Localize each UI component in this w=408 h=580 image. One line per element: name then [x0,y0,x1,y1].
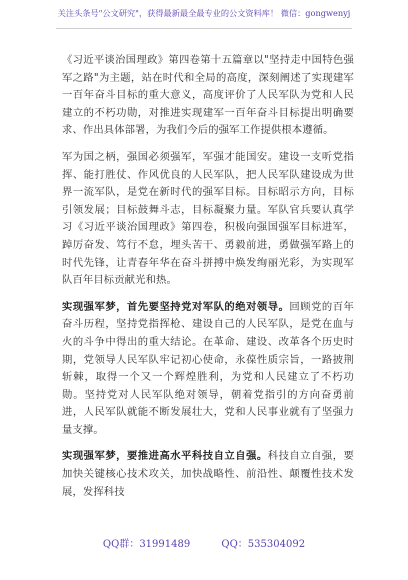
paragraph-lead: 实现强军梦，要推进高水平科技自立自强。 [62,450,268,463]
paragraph-4 [62,448,354,501]
footer-contact [0,538,408,552]
paragraph-text: 回顾党的百年奋斗历程，坚持党指挥枪、建设自己的人民军队，是党在血与火的斗争中得出的重大结论。在革命、建设、改革各个历史时期，党领导人民军队牢记初心使命，永葆性质宗旨，一路披荆斩棘，取得一个又一个辉煌胜利，为党和人民建立了不朽功勋。坚持党对人民军队绝对领导，朝着党指引的方向奋勇前进，人民军队就能不断发展壮大，党和人民事业就有了坚强力量支撑。 [62,300,354,436]
footer-qq: QQ：535304092 [221,539,306,550]
document-body [62,52,354,510]
paragraph-text: 军为国之柄，强国必须强军，军强才能国安。建设一支听党指挥、能打胜仗、作风优良的人民军队，把人民军队建设成为世界一流军队，是党在新时代的强军目标。目标昭示方向，目标引领发展；目标鼓舞斗志，目标凝聚力量。军队官兵要认真学习《习近平谈治国理政》第四卷，积极向强国强军目标进军，踔厉奋发、笃行不怠，埋头苦干、勇毅前进，勇做强军路上的时代先锋，让青春年华在奋斗拼搏中焕发绚丽光彩，为实现军队百年目标贡献光和热。 [62,150,354,287]
paragraph-3 [62,299,354,440]
footer-qq-group: QQ群：31991489 [102,539,191,550]
paragraph-text: 科技自立自强，要加快关键核心技术攻关，加快战略性、前沿性、颠覆性技术发展，发挥科技 [62,450,354,498]
paragraph-lead: 实现强军梦，首先要坚持党对军队的绝对领导。 [62,300,290,313]
paragraph-1 [62,52,354,140]
header-banner: 关注头条号"公文研究"，获得最新最全最专业的公文资料库！ 微信：gongwenyj [57,8,351,18]
header-divider [56,28,352,29]
paragraph-text: 《习近平谈治国理政》第四卷第十五篇章以"坚持走中国特色强军之路"为主题，站在时代和全局的高度，深刻阐述了实现建军一百年奋斗目标的重大意义，高度评价了人民军队为党和人民建立的不朽功勋，对推进实现建军一百年奋斗目标提出明确要求、作出具体部署，为我们今后的强军工作提供根本遵循。 [62,54,354,137]
paragraph-2 [62,149,354,290]
